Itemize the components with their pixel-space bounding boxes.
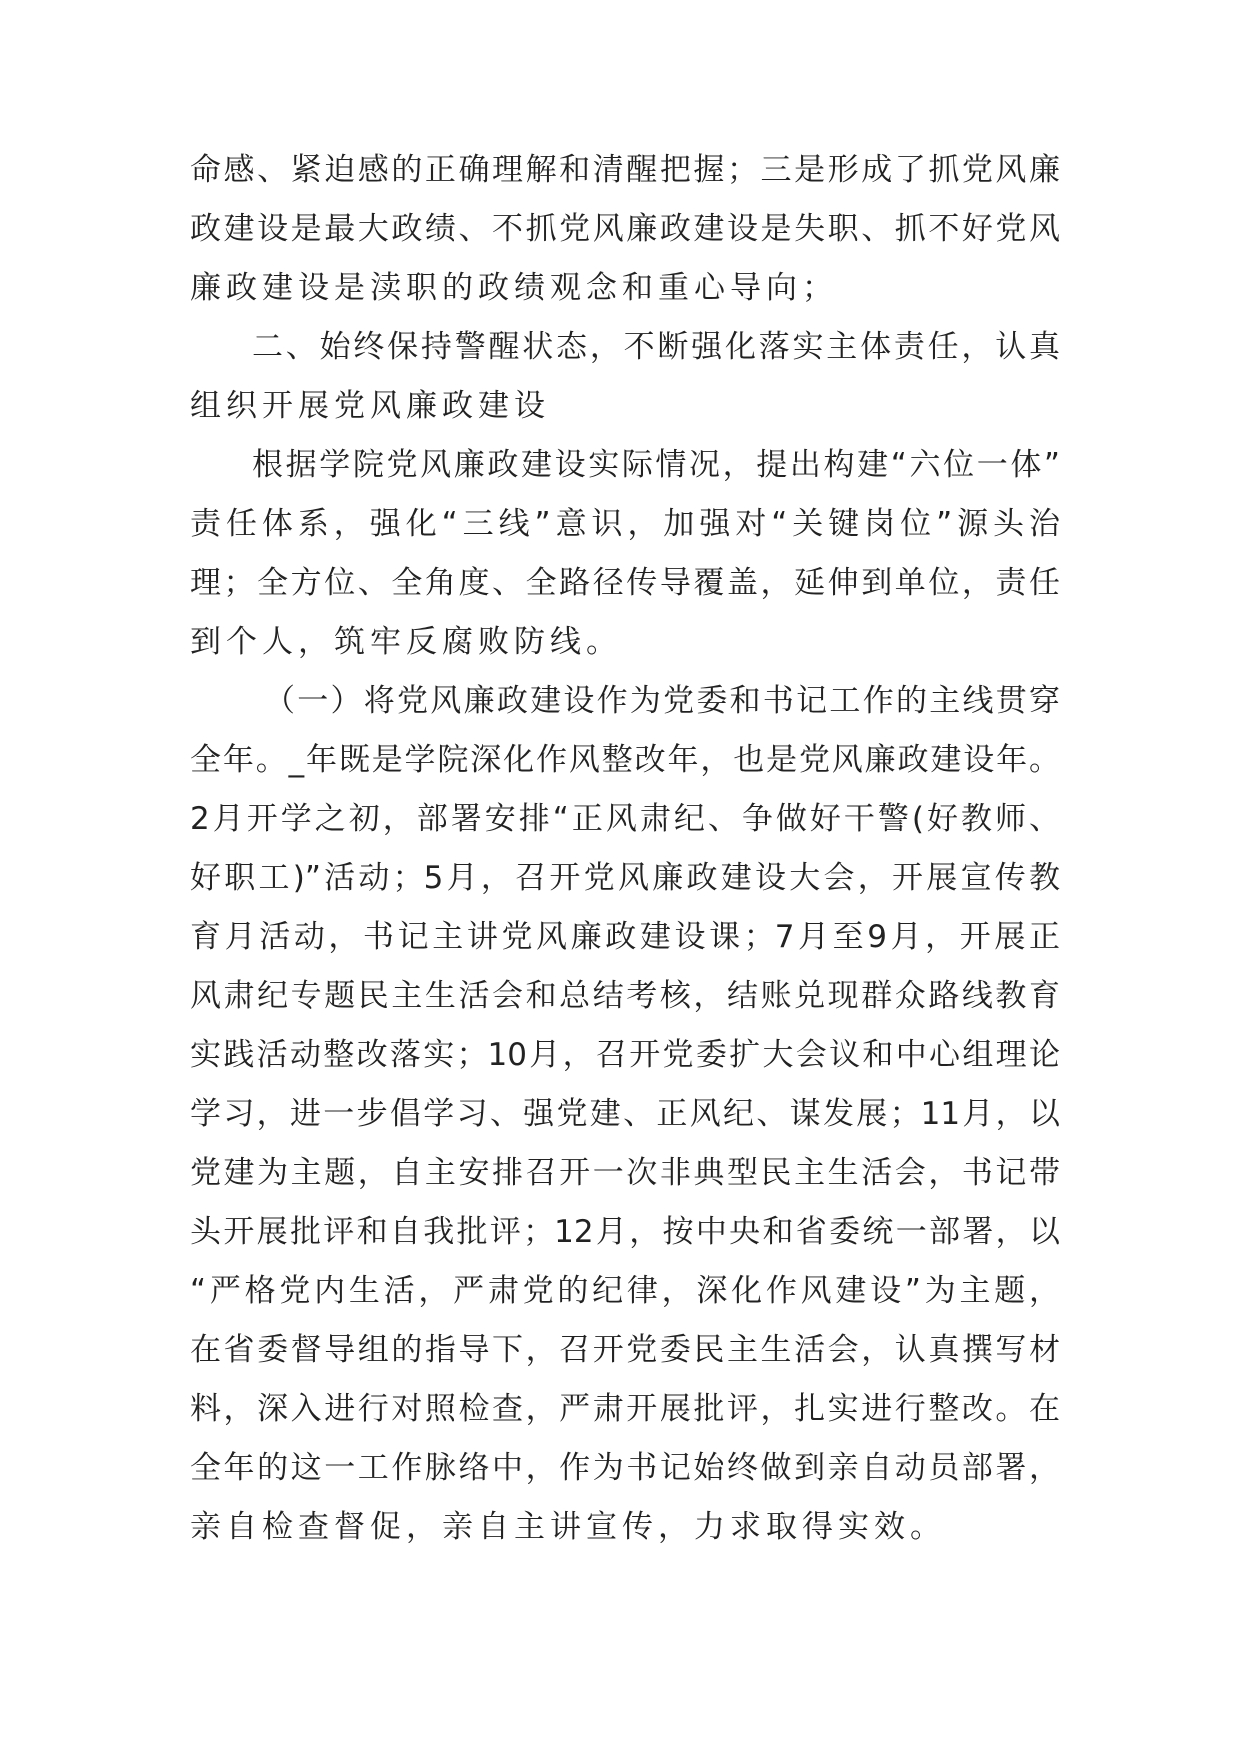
- text-line: 料，深入进行对照检查，严肃开展批评，扎实进行整改。在: [190, 1391, 1060, 1427]
- text-line: 全年。_年既是学院深化作风整改年，也是党风廉政建设年。: [190, 742, 1060, 778]
- text-line: 实践活动整改落实；10月，召开党委扩大会议和中心组理论: [190, 1037, 1060, 1073]
- text-line: 头开展批评和自我批评；12月，按中央和省委统一部署，以: [190, 1214, 1060, 1250]
- section-heading: 二、始终保持警醒状态，不断强化落实主体责任，认真: [252, 329, 1060, 365]
- text-line: 学习，进一步倡学习、强党建、正风纪、谋发展；11月，以: [190, 1096, 1060, 1132]
- section-heading: 组织开展党风廉政建设: [190, 388, 550, 424]
- text-line: 在省委督导组的指导下，召开党委民主生活会，认真撰写材: [190, 1332, 1060, 1368]
- text-line: “严格党内生活，严肃党的纪律，深化作风建设”为主题，: [190, 1273, 1060, 1309]
- text-line: 党建为主题，自主安排召开一次非典型民主生活会，书记带: [190, 1155, 1060, 1191]
- text-line: 到个人，筑牢反腐败防线。: [190, 624, 622, 660]
- text-line: 好职工)”活动；5月，召开党风廉政建设大会，开展宣传教: [190, 860, 1060, 896]
- text-line: 责任体系，强化“三线”意识，加强对“关键岗位”源头治: [190, 506, 1060, 542]
- subsection-heading: （一）将党风廉政建设作为党委和书记工作的主线贯穿: [264, 683, 1060, 719]
- text-line: 理；全方位、全角度、全路径传导覆盖，延伸到单位，责任: [190, 565, 1060, 601]
- text-line: 廉政建设是渎职的政绩观念和重心导向；: [190, 270, 838, 306]
- text-line: 全年的这一工作脉络中，作为书记始终做到亲自动员部署，: [190, 1450, 1060, 1486]
- text-line: 2月开学之初，部署安排“正风肃纪、争做好干警(好教师、: [190, 801, 1060, 837]
- text-line: 政建设是最大政绩、不抓党风廉政建设是失职、抓不好党风: [190, 211, 1060, 247]
- text-line: 根据学院党风廉政建设实际情况，提出构建“六位一体”: [252, 447, 1060, 483]
- text-line: 亲自检查督促，亲自主讲宣传，力求取得实效。: [190, 1509, 946, 1545]
- text-line: 育月活动，书记主讲党风廉政建设课；7月至9月，开展正: [190, 919, 1060, 955]
- text-line: 风肃纪专题民主生活会和总结考核，结账兑现群众路线教育: [190, 978, 1060, 1014]
- text-line: 命感、紧迫感的正确理解和清醒把握；三是形成了抓党风廉: [190, 152, 1060, 188]
